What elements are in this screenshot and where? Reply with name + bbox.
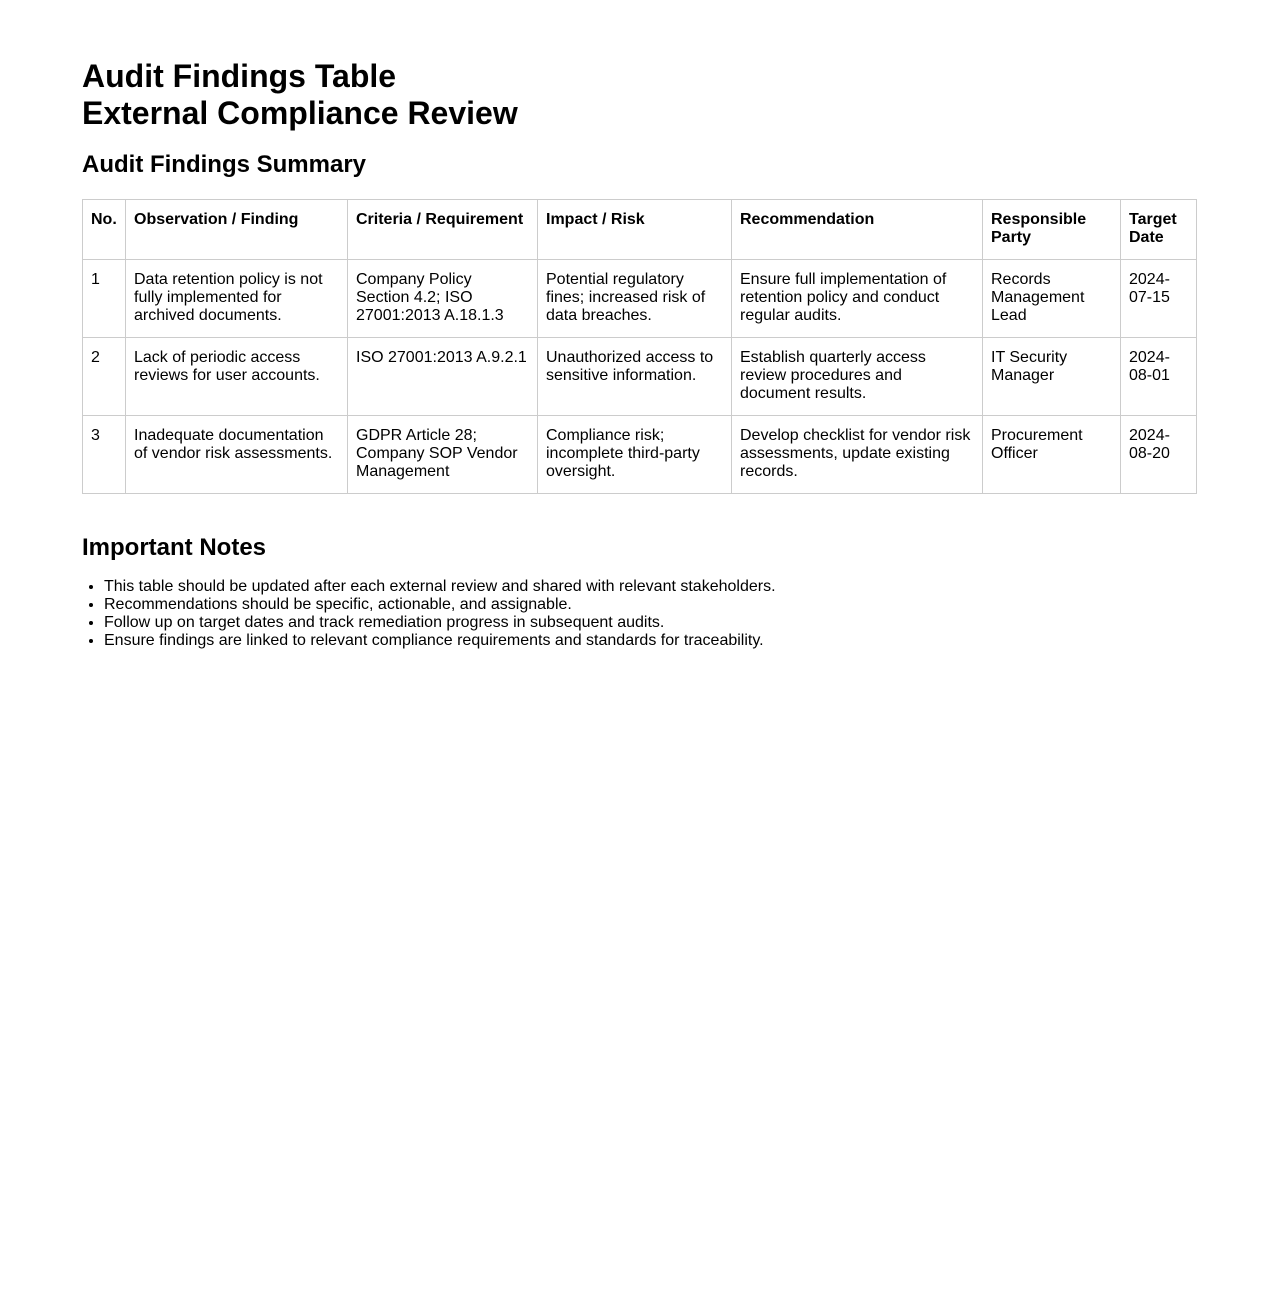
page-title-line-2: External Compliance Review — [82, 95, 518, 131]
page-title-line-1: Audit Findings Table — [82, 58, 397, 94]
cell-target-date: 2024-08-20 — [1121, 416, 1197, 494]
cell-no: 2 — [83, 338, 126, 416]
column-header-recommendation: Recommendation — [732, 200, 983, 260]
page-title — [82, 58, 1196, 132]
cell-impact: Unauthorized access to sensitive information. — [538, 338, 732, 416]
table-row — [83, 416, 1197, 494]
cell-recommendation: Establish quarterly access review procedures and document results. — [732, 338, 983, 416]
table-header-row — [83, 200, 1197, 260]
cell-responsible-party: Procurement Officer — [983, 416, 1121, 494]
list-item: • Recommendations should be specific, actionable, and assignable. — [104, 596, 1196, 614]
column-header-no: No. — [83, 200, 126, 260]
cell-no: 3 — [83, 416, 126, 494]
list-item: • Ensure findings are linked to relevant compliance requirements and standards for traceability. — [104, 632, 1196, 650]
column-header-responsible-party: Responsible Party — [983, 200, 1121, 260]
notes-heading: Important Notes — [82, 534, 267, 561]
cell-finding: Data retention policy is not fully implemented for archived documents. — [126, 260, 348, 338]
cell-impact: Potential regulatory fines; increased risk of data breaches. — [538, 260, 732, 338]
cell-target-date: 2024-07-15 — [1121, 260, 1197, 338]
column-header-finding: Observation / Finding — [126, 200, 348, 260]
notes-list — [82, 578, 1196, 650]
cell-responsible-party: IT Security Manager — [983, 338, 1121, 416]
cell-recommendation: Ensure full implementation of retention policy and conduct regular audits. — [732, 260, 983, 338]
cell-recommendation: Develop checklist for vendor risk assessments, update existing records. — [732, 416, 983, 494]
cell-no: 1 — [83, 260, 126, 338]
column-header-criteria: Criteria / Requirement — [348, 200, 538, 260]
column-header-impact: Impact / Risk — [538, 200, 732, 260]
list-item: • This table should be updated after each external review and shared with relevant stakeholders. — [104, 578, 1196, 596]
cell-criteria: GDPR Article 28; Company SOP Vendor Management — [348, 416, 538, 494]
cell-finding: Lack of periodic access reviews for user accounts. — [126, 338, 348, 416]
cell-target-date: 2024-08-01 — [1121, 338, 1197, 416]
column-header-target-date: Target Date — [1121, 200, 1197, 260]
cell-criteria: Company Policy Section 4.2; ISO 27001:2013 A.18.1.3 — [348, 260, 538, 338]
cell-responsible-party: Records Management Lead — [983, 260, 1121, 338]
audit-findings-table — [82, 199, 1197, 494]
cell-criteria: ISO 27001:2013 A.9.2.1 — [348, 338, 538, 416]
table-row — [83, 338, 1197, 416]
table-row — [83, 260, 1197, 338]
document-page — [82, 58, 1196, 650]
cell-impact: Compliance risk; incomplete third-party oversight. — [538, 416, 732, 494]
list-item: • Follow up on target dates and track remediation progress in subsequent audits. — [104, 614, 1196, 632]
cell-finding: Inadequate documentation of vendor risk assessments. — [126, 416, 348, 494]
summary-heading: Audit Findings Summary — [82, 151, 367, 178]
